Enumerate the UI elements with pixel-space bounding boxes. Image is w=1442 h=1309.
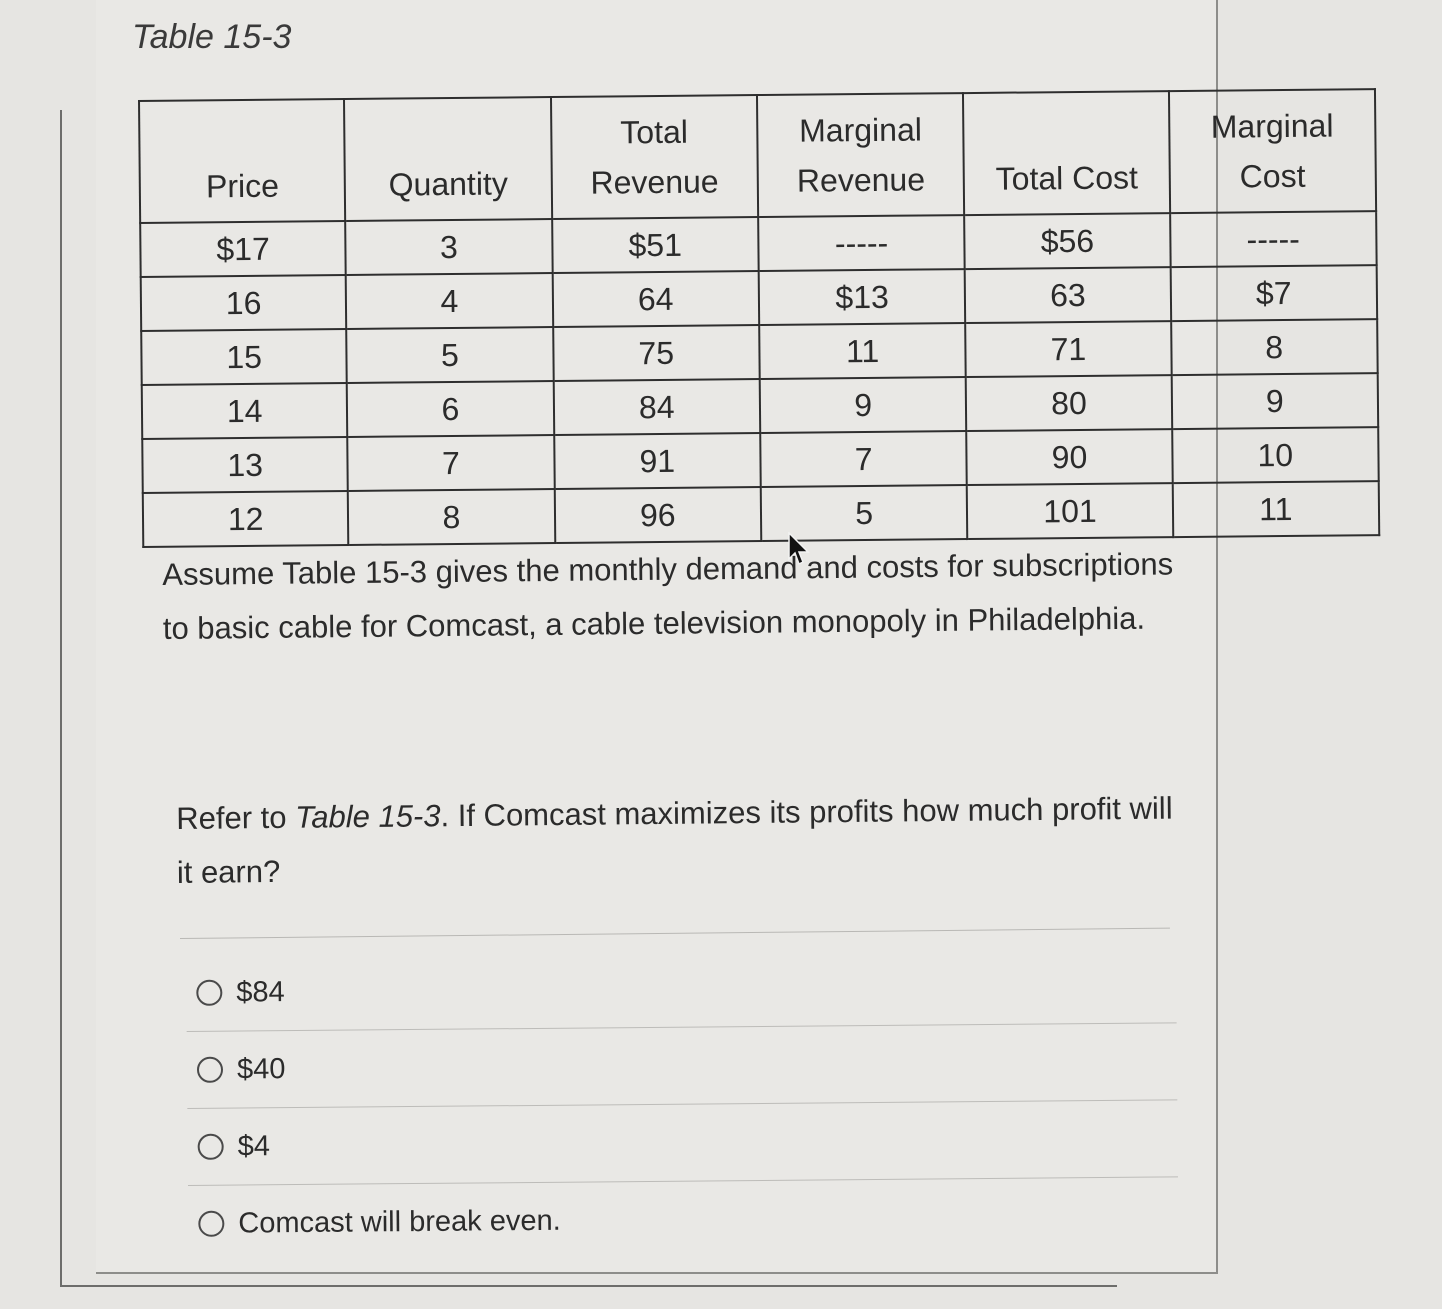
cell-marginal-cost: 10	[1172, 427, 1379, 483]
header-price	[139, 99, 345, 223]
answer-option-4[interactable]	[187, 1100, 1178, 1186]
header-marginal-revenue-line1: Marginal	[798, 111, 923, 149]
cell-marginal-cost: -----	[1170, 211, 1377, 267]
header-total-revenue-line2: Revenue	[590, 163, 719, 201]
radio-icon[interactable]	[197, 1057, 223, 1083]
header-quantity-label: Quantity	[388, 165, 509, 203]
answer-option-break-even[interactable]	[188, 1177, 1179, 1262]
cell-marginal-revenue: 7	[760, 431, 967, 487]
cell-total-cost: 90	[967, 429, 1173, 485]
header-total-cost	[963, 91, 1169, 215]
cell-quantity: 4	[346, 273, 553, 329]
header-marginal-cost	[1169, 89, 1377, 213]
cell-total-cost: 63	[965, 267, 1171, 323]
question-body: . If Comcast maximizes its profits how much profit will it earn?	[176, 790, 1173, 890]
cell-total-revenue: 75	[553, 325, 760, 381]
cell-marginal-revenue: 11	[759, 323, 966, 379]
question-prefix: Refer to	[176, 799, 296, 836]
cost-revenue-table	[138, 88, 1380, 548]
cell-quantity: 6	[347, 381, 554, 437]
answer-option-label: $4	[237, 1129, 271, 1163]
cell-total-revenue: 91	[554, 433, 761, 489]
answer-option-label: Comcast will break even.	[238, 1204, 561, 1240]
cell-quantity: 5	[347, 327, 554, 383]
answer-options	[186, 946, 1179, 1262]
table-row	[143, 481, 1379, 547]
cell-marginal-revenue: 9	[760, 377, 967, 433]
header-price-label: Price	[205, 167, 280, 205]
cell-marginal-revenue: $13	[759, 269, 966, 325]
answer-option-label: $40	[236, 1052, 286, 1086]
table-title: Table 15-3	[132, 18, 292, 56]
cell-total-cost: 71	[966, 321, 1172, 377]
radio-icon[interactable]	[196, 980, 222, 1006]
header-marginal-revenue-line2: Revenue	[796, 161, 926, 199]
header-marginal-cost-line1: Marginal	[1210, 107, 1334, 145]
question-text	[176, 782, 1177, 900]
header-total-revenue-line1: Total	[620, 113, 689, 151]
header-quantity	[344, 97, 551, 221]
header-total-cost-label: Total Cost	[995, 159, 1139, 197]
radio-icon[interactable]	[198, 1134, 224, 1160]
cell-quantity: 7	[348, 435, 555, 491]
cell-quantity: 3	[345, 219, 552, 275]
cell-price: 12	[143, 491, 349, 547]
cell-price: 15	[141, 329, 347, 385]
answer-option-40[interactable]	[187, 1023, 1178, 1109]
question-table-reference: Table 15-3	[294, 798, 441, 835]
answer-option-label: $84	[236, 975, 285, 1009]
table-header-row	[139, 89, 1376, 223]
cell-total-cost: 101	[967, 483, 1173, 539]
cell-price: 14	[142, 383, 348, 439]
cell-marginal-revenue: -----	[758, 215, 965, 271]
cell-quantity: 8	[348, 489, 555, 545]
cell-price: $17	[140, 221, 346, 277]
cell-total-revenue: 64	[552, 271, 759, 327]
cell-total-revenue: $51	[552, 217, 759, 273]
cell-total-revenue: 84	[553, 379, 760, 435]
header-marginal-cost-line2: Cost	[1239, 157, 1306, 195]
radio-icon[interactable]	[198, 1211, 224, 1237]
cell-marginal-revenue: 5	[761, 485, 968, 541]
cell-price: 13	[142, 437, 348, 493]
answer-option-84[interactable]	[186, 946, 1177, 1032]
header-marginal-revenue	[757, 93, 965, 217]
cell-marginal-cost: $7	[1170, 265, 1377, 321]
cell-marginal-cost: 9	[1171, 373, 1378, 429]
cell-marginal-cost: 11	[1172, 481, 1379, 537]
cell-marginal-cost: 8	[1171, 319, 1378, 375]
cell-price: 16	[141, 275, 347, 331]
cell-total-cost: 80	[966, 375, 1172, 431]
cell-total-cost: $56	[965, 213, 1171, 269]
header-total-revenue	[551, 95, 759, 219]
problem-description: Assume Table 15-3 gives the monthly demand and costs for subscriptions to basic cable for Comcast, a cable television monopoly in Philadelphia.	[162, 546, 1174, 646]
cell-total-revenue: 96	[554, 487, 761, 543]
